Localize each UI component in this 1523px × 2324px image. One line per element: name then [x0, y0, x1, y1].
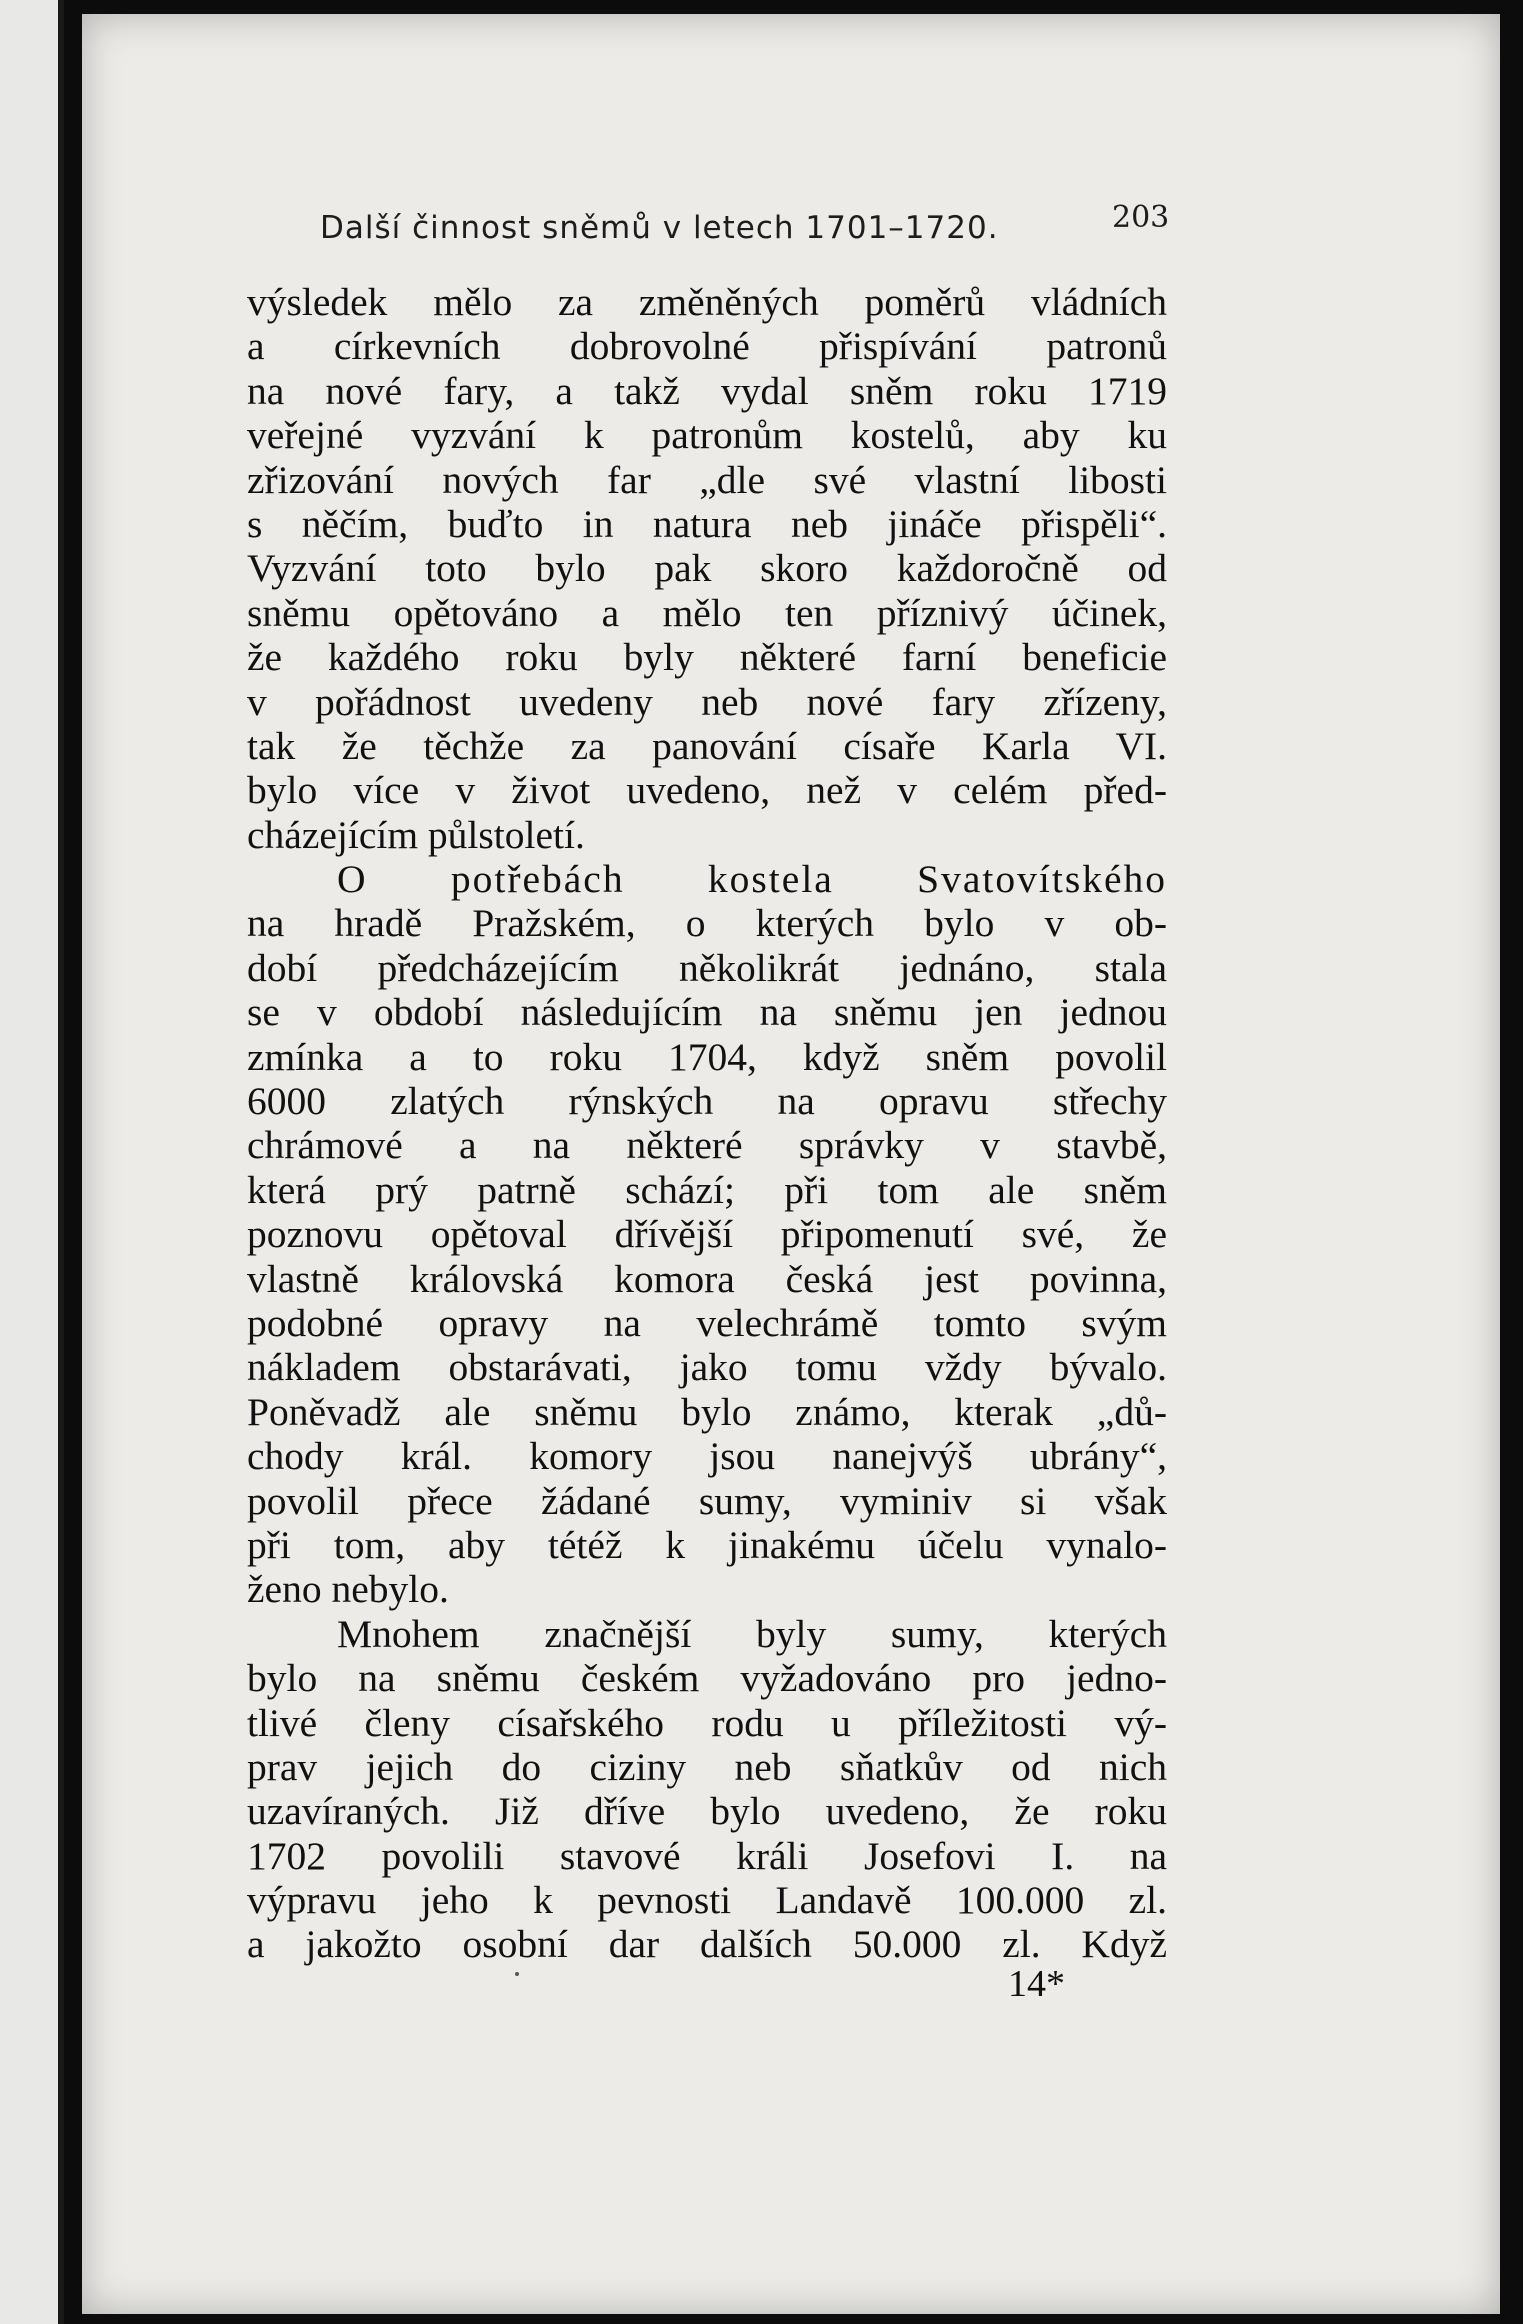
- text-line: bylo na sněmu českém vyžadováno pro jedno-: [247, 1656, 1167, 1701]
- text-line: uzavíraných. Již dříve bylo uvedeno, že roku: [247, 1789, 1167, 1834]
- text-line: 1702 povolili stavové králi Josefovi I. na: [247, 1833, 1167, 1878]
- text-line: Poněvadž ale sněmu bylo známo, kterak „dů-: [247, 1389, 1167, 1434]
- text-line: zřizování nových far „dle své vlastní libosti: [247, 457, 1167, 502]
- text-line: podobné opravy na velechrámě tomto svým: [247, 1300, 1167, 1345]
- text-line: vlastně královská komora česká jest povinna,: [247, 1256, 1167, 1301]
- text-line: veřejné vyzvání k patronům kostelů, aby ku: [247, 413, 1167, 458]
- signature-mark: 14*: [1008, 1963, 1065, 2005]
- text-line: Mnohem značnější byly sumy, kterých: [337, 1611, 1167, 1656]
- text-line: tlivé členy císařského rodu u příležitosti vý-: [247, 1700, 1167, 1745]
- text-line: nákladem obstarávati, jako tomu vždy bývalo.: [247, 1345, 1167, 1390]
- text-line: bylo více v život uvedeno, než v celém před-: [247, 768, 1167, 813]
- left-page-edge: [0, 0, 64, 2324]
- text-line: na nové fary, a takž vydal sněm roku 1719: [247, 368, 1167, 413]
- text-line: ženo nebylo.: [247, 1567, 449, 1612]
- running-head: Další činnost sněmů v letech 1701–1720.: [320, 210, 999, 246]
- text-line: chrámové a na některé správky v stavbě,: [247, 1123, 1167, 1168]
- text-line: s něčím, buďto in natura neb jináče přispěli“.: [247, 501, 1167, 546]
- text-line: sněmu opětováno a mělo ten příznivý účinek,: [247, 590, 1167, 635]
- text-line: na hradě Pražském, o kterých bylo v ob-: [247, 901, 1167, 946]
- text-line: dobí předcházejícím několikrát jednáno, stala: [247, 945, 1167, 990]
- text-line: se v období následujícím na sněmu jen jednou: [247, 990, 1167, 1035]
- text-line: při tom, aby tétéž k jinakému účelu vynalo-: [247, 1522, 1167, 1567]
- text-line: zmínka a to roku 1704, když sněm povolil: [247, 1034, 1167, 1079]
- text-line: O potřebách kostela Svatovítského: [337, 857, 1167, 902]
- text-line: tak že těchže za panování císaře Karla VI.: [247, 723, 1167, 768]
- page-number: 203: [1112, 200, 1170, 235]
- text-line: a církevních dobrovolné přispívání patronů: [247, 324, 1167, 369]
- text-line: v pořádnost uvedeny neb nové fary zřízeny,: [247, 679, 1167, 724]
- text-line: cházejícím půlstoletí.: [247, 812, 585, 857]
- text-line: 6000 zlatých rýnských na opravu střechy: [247, 1079, 1167, 1124]
- text-line: Vyzvání toto bylo pak skoro každoročně od: [247, 546, 1167, 591]
- text-line: poznovu opětoval dřívější připomenutí své, že: [247, 1212, 1167, 1257]
- text-line: že každého roku byly některé farní beneficie: [247, 635, 1167, 680]
- body-text: [247, 280, 1167, 1967]
- text-line: povolil přece žádané sumy, vyminiv si však: [247, 1478, 1167, 1523]
- text-line: výpravu jeho k pevnosti Landavě 100.000 zl.: [247, 1878, 1167, 1923]
- text-line: chody král. komory jsou nanejvýš ubrány“,: [247, 1434, 1167, 1479]
- text-line: a jakožto osobní dar dalších 50.000 zl. Když: [247, 1922, 1167, 1967]
- print-speck: [515, 1972, 519, 1976]
- text-line: která prý patrně schází; při tom ale sněm: [247, 1167, 1167, 1212]
- text-line: prav jejich do ciziny neb sňatkův od nich: [247, 1744, 1167, 1789]
- text-line: výsledek mělo za změněných poměrů vládních: [247, 280, 1167, 324]
- right-scan-border: [1501, 0, 1523, 2324]
